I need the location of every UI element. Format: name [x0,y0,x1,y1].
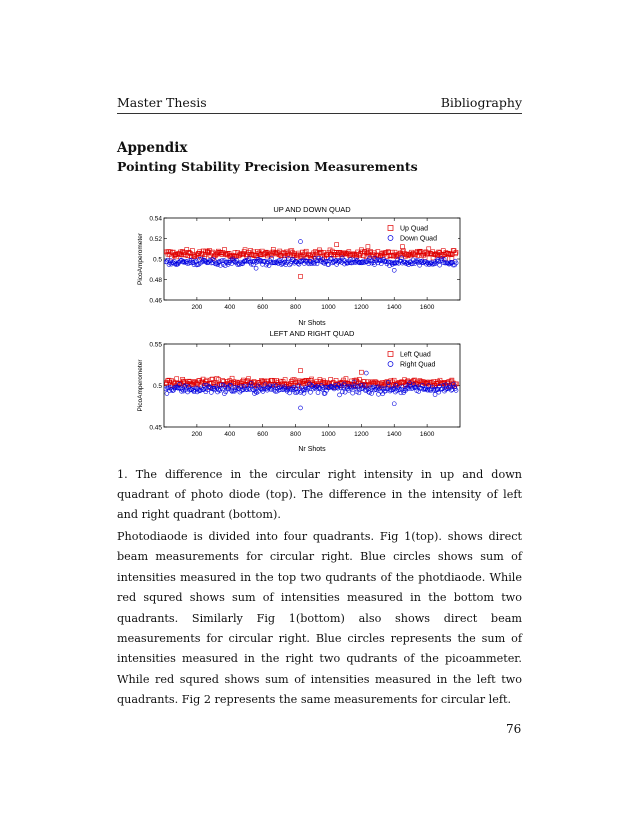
x-axis-label: Nr Shots [298,320,326,327]
x-tick-label: 1000 [321,304,336,311]
x-tick-label: 800 [290,304,301,311]
legend [384,347,458,369]
x-tick-label: 600 [257,304,269,311]
x-axis-label: Nr Shots [298,446,326,453]
y-axis-label: PicoAmperometer [137,232,144,286]
y-tick-label: 0.46 [149,297,162,305]
x-tick-label: 200 [191,304,203,311]
x-tick-label: 800 [290,431,301,438]
header-left: Master Thesis [117,95,207,110]
chart-title: LEFT AND RIGHT QUAD [269,329,355,338]
x-tick-label: 1400 [386,431,402,438]
y-tick-label: 0.45 [149,424,162,432]
x-tick-label: 1200 [354,431,369,438]
legend-label: Up Quad [400,225,429,233]
legend [384,221,458,243]
section-title: Appendix [117,140,188,156]
y-tick-label: 0.5 [152,256,162,264]
x-tick-label: 1600 [419,431,435,438]
running-header [117,95,522,111]
y-axis-label: PicoAmperometer [137,359,144,412]
subsection-title: Pointing Stability Precision Measurements [117,159,418,174]
y-tick-label: 0.54 [149,215,162,223]
y-tick-label: 0.5 [152,383,162,390]
page-number: 76 [506,722,522,736]
legend-label: Down Quad [400,235,437,243]
x-tick-label: 1400 [386,304,402,311]
x-tick-label: 400 [224,304,236,311]
legend-label: Left Quad [400,351,431,359]
y-tick-label: 0.48 [149,277,162,284]
figure-charts [137,196,478,458]
x-tick-label: 200 [191,431,203,438]
legend-label: Right Quad [400,361,436,369]
chart-title: UP AND DOWN QUAD [273,205,351,214]
x-tick-label: 1600 [419,304,435,311]
header-right: Bibliography [440,95,522,110]
x-tick-label: 1200 [354,304,369,311]
body-paragraph: Photodiaode is divided into four quadrants. Fig 1(top). shows direct beam measurements for circular right. Blue circles shows sum of intensities measured in the top two qudrants of the photdiaode. While red squred shows sum of intensities measured in the bottom two quadrants. Similarly Fig 1(bottom) also shows direct beam measurements for circular right. Blue circles represents the sum of intensities measured in the right two qudrants of the picoammeter. While red squred shows sum of intensities measured in the left two quadrants. Fig 2 represents the same measurements for circular left. [117,530,522,707]
figure-caption: 1. The difference in the circular right intensity in up and down quadrant of photo diode (top). The difference in the intensity of left and right quadrant (bottom). [117,468,522,521]
chart-panel-2 [137,329,460,453]
chart-panel-1 [137,205,460,327]
x-tick-label: 600 [257,431,269,438]
y-tick-label: 0.52 [149,236,162,243]
x-tick-label: 1000 [321,431,336,438]
header-rule [117,113,522,114]
x-tick-label: 400 [224,431,236,438]
y-tick-label: 0.55 [149,341,162,349]
figure [137,196,478,458]
